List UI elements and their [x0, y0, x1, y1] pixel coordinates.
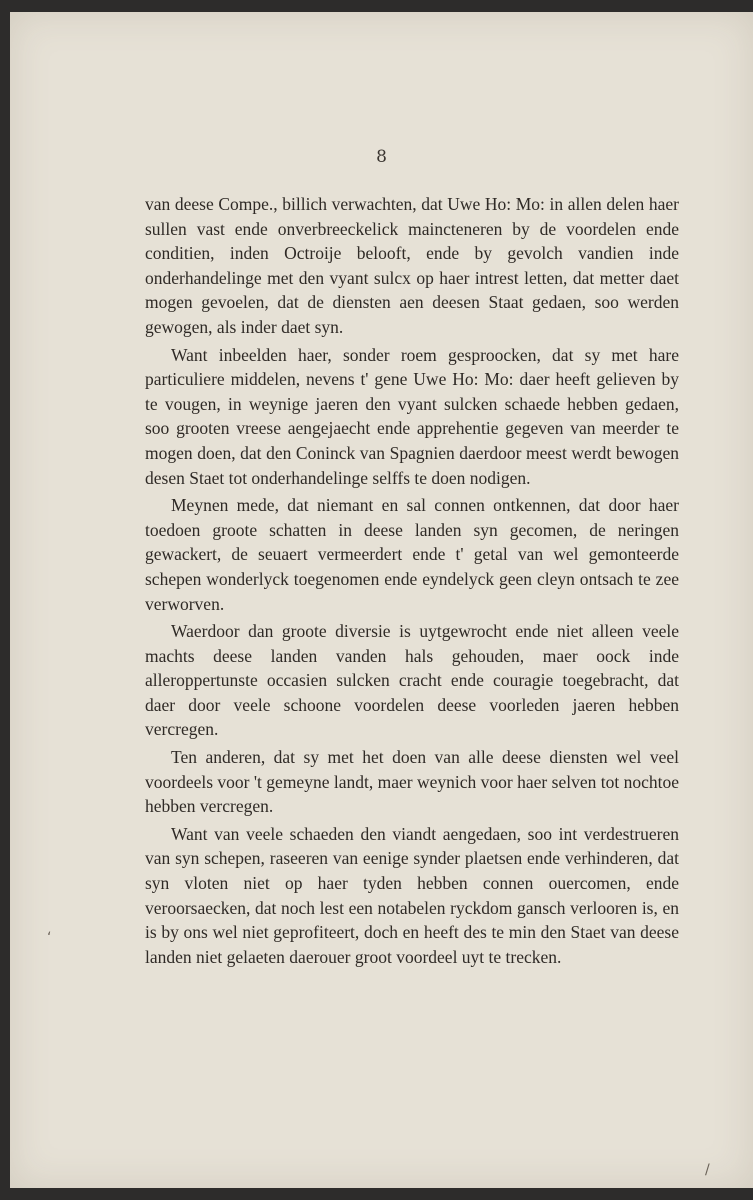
- page-body-text: [145, 192, 679, 972]
- paragraph: Want inbeelden haer, sonder roem gesproocken, dat sy met hare particuliere middelen, nevens t' gene Uwe Ho: Mo: daer heeft gelieven by te vougen, in weynige jaeren den vyant sulcken schaede hebben gedaen, soo grooten vreese aengejaecht ende apprehentie gegeven van meerder te mogen doen, dat den Coninck van Spagnien daerdoor meest werdt bewogen desen Staet tot onderhandelinge selffs te doen nodigen.: [145, 344, 679, 488]
- page-number: 8: [376, 147, 387, 167]
- paragraph: Ten anderen, dat sy met het doen van alle deese diensten wel veel voordeels voor 't gemeyne landt, maer weynich voor haer selven tot nochtoe hebben vercregen.: [145, 747, 679, 817]
- paragraph: Want van veele schaeden den viandt aengedaen, soo int verdestrueren van syn schepen, raseeren van eenige synder plaetsen ende verhinderen, dat syn vloten niet op haer tyden hebben connen ouercomen, ende veroorsaecken, dat noch lest een notabelen ryckdom gansch verlooren is, en is by ons wel niet geprofiteert, doch en heeft des te min den Staet van deese landen niet gelaeten daerouer groot voordeel uyt te trecken.: [145, 823, 679, 967]
- paper-speck: ‘: [47, 930, 52, 946]
- paper-speck: /: [705, 1162, 710, 1178]
- book-page: [10, 12, 753, 1188]
- paragraph: Waerdoor dan groote diversie is uytgewrocht ende niet alleen veele machts deese landen vanden hals gehouden, maer oock inde alleroppertunste occasien sulcken cracht ende couragie toegebracht, dat daer door veele schoone voordelen deese voorleden jaeren hebben vercregen.: [145, 621, 679, 740]
- paragraph: Meynen mede, dat niemant en sal connen ontkennen, dat door haer toedoen groote schatten in deese landen syn gecomen, de neringen gewackert, de seuaert vermeerdert ende t' getal van wel gemonteerde schepen wonderlyck toegenomen ende eyndelyck geen cleyn ontsach te zee verworven.: [145, 495, 679, 614]
- paragraph: van deese Compe., billich verwachten, dat Uwe Ho: Mo: in allen delen haer sullen vast ende onverbreeckelick maincteneren by de voordelen ende conditien, inden Octroije belooft, ende by gevolch vandien inde onderhandelinge met den vyant sulcx op haer intrest letten, dat metter daet mogen gevoelen, dat de diensten aen deesen Staat gedaen, soo werden gewogen, als inder daet syn.: [145, 194, 679, 337]
